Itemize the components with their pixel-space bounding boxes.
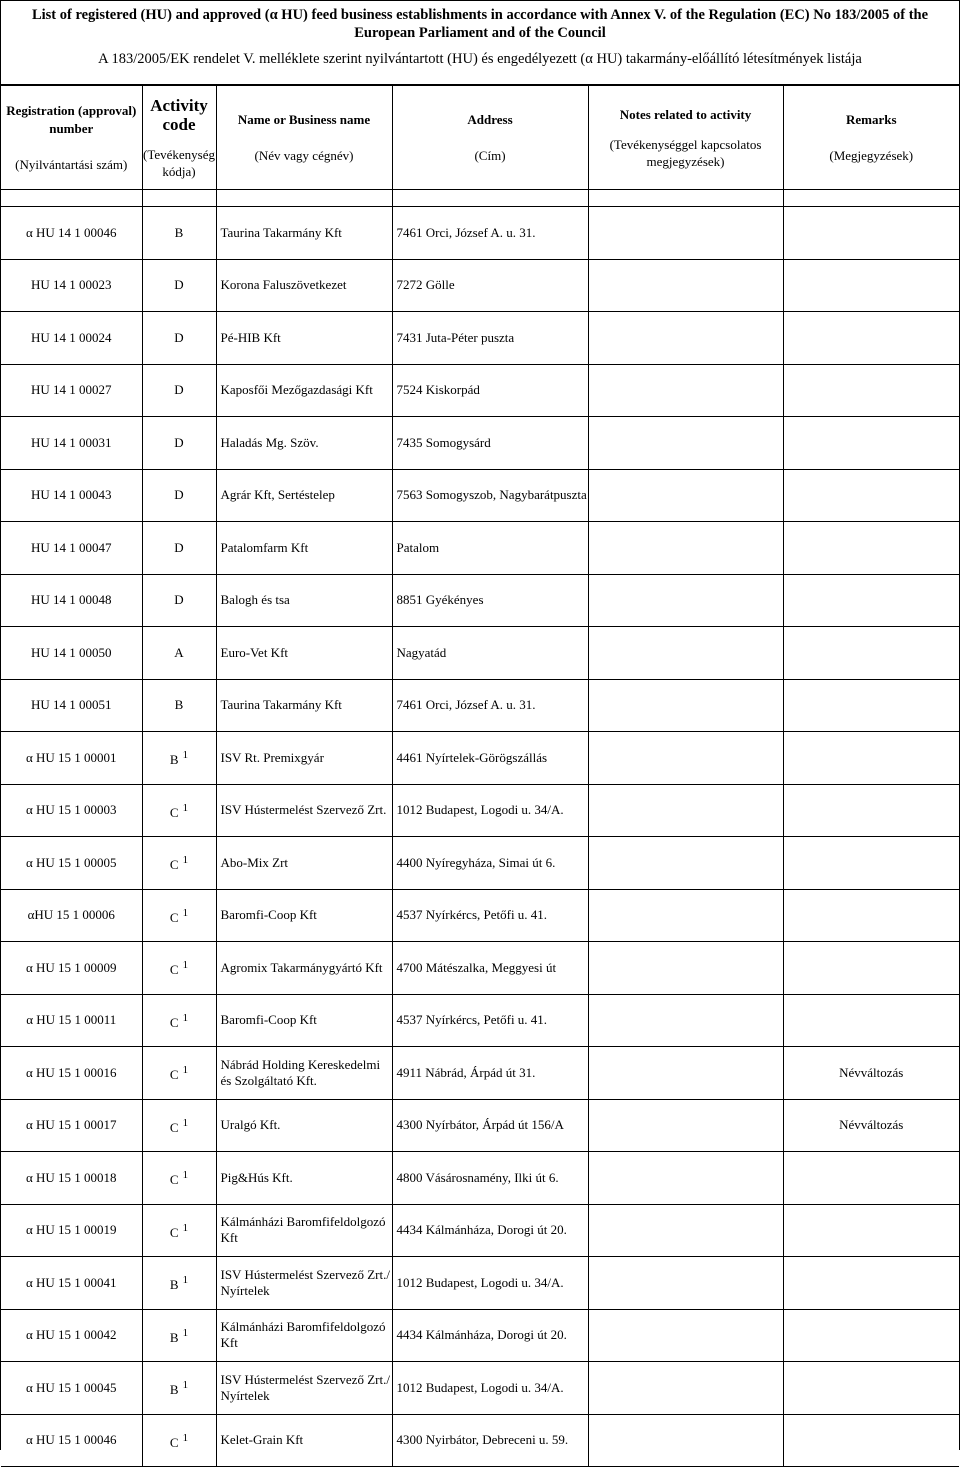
activity-code-superscript: 1 — [182, 959, 189, 972]
address-cell: 1012 Budapest, Logodi u. 34/A. — [392, 1362, 588, 1415]
activity-code-letter: B — [169, 752, 179, 768]
title-english-line-1: List of registered (HU) and approved (α HU) feed business establishments in accordance with Annex V. of the Regulation (EC) No 183/2005 of the — [31, 7, 929, 23]
business-name-cell: Uralgó Kft. — [216, 1099, 392, 1152]
business-name-cell: Pé-HIB Kft — [216, 312, 392, 365]
activity-code-superscript: 1 — [182, 1221, 189, 1234]
notes-cell — [588, 522, 783, 575]
title-english-line-2: European Parliament and of the Council — [354, 25, 606, 41]
address-cell: 4537 Nyírkércs, Petőfi u. 41. — [392, 889, 588, 942]
remarks-cell — [783, 1204, 959, 1257]
notes-cell — [588, 784, 783, 837]
registration-number-cell: α HU 15 1 00041 — [1, 1257, 142, 1310]
establishments-table — [1, 85, 959, 1467]
activity-code-cell — [142, 469, 216, 522]
notes-cell — [588, 889, 783, 942]
notes-cell — [588, 732, 783, 785]
activity-code-letter: C — [169, 1172, 179, 1188]
remarks-cell — [783, 312, 959, 365]
address-cell: 7461 Orci, József A. u. 31. — [392, 679, 588, 732]
activity-code-letter: C — [169, 857, 179, 873]
address-cell: 7272 Gölle — [392, 259, 588, 312]
registration-number-cell: HU 14 1 00051 — [1, 679, 142, 732]
notes-cell — [588, 1204, 783, 1257]
header-registration-number: Registration (approval) number (Nyilvántartási szám) — [1, 86, 142, 190]
address-cell: 7563 Somogyszob, Nagybarátpuszta — [392, 469, 588, 522]
address-cell: Patalom — [392, 522, 588, 575]
activity-code-superscript: 1 — [182, 1116, 189, 1129]
activity-code-letter: D — [174, 382, 184, 398]
notes-cell — [588, 1362, 783, 1415]
notes-cell — [588, 1047, 783, 1100]
business-name-cell: ISV Hústermelést Szervező Zrt. — [216, 784, 392, 837]
registration-number-cell: α HU 15 1 00017 — [1, 1099, 142, 1152]
activity-code-cell — [142, 679, 216, 732]
activity-code-letter: C — [169, 804, 179, 820]
address-cell: 4300 Nyirbátor, Debreceni u. 59. — [392, 1414, 588, 1467]
registration-number-cell: α HU 15 1 00009 — [1, 942, 142, 995]
remarks-cell — [783, 364, 959, 417]
business-name-cell: Euro-Vet Kft — [216, 627, 392, 680]
header-notes: Notes related to activity (Tevékenységgel kapcsolatos megjegyzések) — [588, 86, 783, 190]
activity-code-cell — [142, 627, 216, 680]
remarks-cell — [783, 784, 959, 837]
remarks-cell — [783, 732, 959, 785]
table-row — [1, 1309, 959, 1362]
activity-code-cell — [142, 1309, 216, 1362]
activity-code-cell — [142, 522, 216, 575]
activity-code-cell — [142, 1204, 216, 1257]
business-name-cell: ISV Rt. Premixgyár — [216, 732, 392, 785]
address-cell: 4537 Nyírkércs, Petőfi u. 41. — [392, 994, 588, 1047]
activity-code-cell — [142, 417, 216, 470]
table-row — [1, 469, 959, 522]
address-cell: 1012 Budapest, Logodi u. 34/A. — [392, 784, 588, 837]
activity-code-letter: D — [174, 487, 184, 503]
registration-number-cell: α HU 15 1 00046 — [1, 1414, 142, 1467]
activity-code-superscript: 1 — [182, 1011, 189, 1024]
table-row — [1, 1152, 959, 1205]
header-address: Address (Cím) — [392, 86, 588, 190]
table-row — [1, 207, 959, 260]
activity-code-letter: A — [174, 644, 184, 660]
activity-code-cell — [142, 1099, 216, 1152]
remarks-cell — [783, 1414, 959, 1467]
header-remarks: Remarks (Megjegyzések) — [783, 86, 959, 190]
remarks-cell — [783, 627, 959, 680]
address-cell: 8851 Gyékényes — [392, 574, 588, 627]
address-cell: 7524 Kiskorpád — [392, 364, 588, 417]
address-cell: Nagyatád — [392, 627, 588, 680]
activity-code-letter: C — [169, 1434, 179, 1450]
registration-number-cell: α HU 15 1 00001 — [1, 732, 142, 785]
remarks-cell — [783, 889, 959, 942]
address-cell: 4800 Vásárosnamény, Ilki út 6. — [392, 1152, 588, 1205]
registration-number-cell: α HU 15 1 00016 — [1, 1047, 142, 1100]
registration-number-cell: HU 14 1 00024 — [1, 312, 142, 365]
activity-code-superscript: 1 — [182, 1326, 189, 1339]
business-name-cell: ISV Hústermelést Szervező Zrt./ Nyírtelek — [216, 1257, 392, 1310]
table-row — [1, 1204, 959, 1257]
remarks-cell — [783, 942, 959, 995]
activity-code-letter: D — [174, 277, 184, 293]
table-row — [1, 364, 959, 417]
registration-number-cell: α HU 14 1 00046 — [1, 207, 142, 260]
notes-cell — [588, 417, 783, 470]
registration-number-cell: HU 14 1 00050 — [1, 627, 142, 680]
remarks-cell — [783, 1309, 959, 1362]
table-body — [1, 190, 959, 1467]
business-name-cell: Baromfi-Coop Kft — [216, 889, 392, 942]
table-row — [1, 679, 959, 732]
notes-cell — [588, 679, 783, 732]
title-block — [1, 1, 959, 85]
business-name-cell: Kálmánházi Baromfifeldolgozó Kft — [216, 1204, 392, 1257]
registration-number-cell: α HU 15 1 00003 — [1, 784, 142, 837]
address-cell: 4434 Kálmánháza, Dorogi út 20. — [392, 1309, 588, 1362]
activity-code-cell — [142, 1047, 216, 1100]
activity-code-letter: D — [174, 539, 184, 555]
activity-code-letter: C — [169, 962, 179, 978]
remarks-cell — [783, 1362, 959, 1415]
header-activity-code: Activity code (Tevékenység kódja) — [142, 86, 216, 190]
activity-code-superscript: 1 — [182, 1431, 189, 1444]
remarks-cell — [783, 574, 959, 627]
address-cell: 7461 Orci, József A. u. 31. — [392, 207, 588, 260]
notes-cell — [588, 942, 783, 995]
notes-cell — [588, 469, 783, 522]
table-row — [1, 837, 959, 890]
remarks-cell — [783, 207, 959, 260]
business-name-cell: Korona Faluszövetkezet — [216, 259, 392, 312]
table-row — [1, 259, 959, 312]
remarks-cell — [783, 522, 959, 575]
activity-code-cell — [142, 312, 216, 365]
activity-code-cell — [142, 259, 216, 312]
address-cell: 7435 Somogysárd — [392, 417, 588, 470]
business-name-cell: Haladás Mg. Szöv. — [216, 417, 392, 470]
remarks-cell — [783, 994, 959, 1047]
remarks-cell: Névváltozás — [783, 1099, 959, 1152]
registration-number-cell: α HU 15 1 00045 — [1, 1362, 142, 1415]
address-cell: 4400 Nyíregyháza, Simai út 6. — [392, 837, 588, 890]
business-name-cell: Agrár Kft, Sertéstelep — [216, 469, 392, 522]
table-row — [1, 627, 959, 680]
activity-code-letter: C — [169, 909, 179, 925]
remarks-cell — [783, 837, 959, 890]
activity-code-cell — [142, 732, 216, 785]
business-name-cell: Kelet-Grain Kft — [216, 1414, 392, 1467]
business-name-cell: Baromfi-Coop Kft — [216, 994, 392, 1047]
address-cell: 4911 Nábrád, Árpád út 31. — [392, 1047, 588, 1100]
address-cell: 4700 Mátészalka, Meggyesi út — [392, 942, 588, 995]
activity-code-letter: B — [174, 697, 184, 713]
notes-cell — [588, 1414, 783, 1467]
activity-code-superscript: 1 — [182, 1274, 189, 1287]
notes-cell — [588, 994, 783, 1047]
title-hungarian: A 183/2005/EK rendelet V. melléklete szerint nyilvántartott (HU) és engedélyezett (α HU) takarmány-előállító létesítmények listája — [98, 51, 862, 67]
address-cell: 7431 Juta-Péter puszta — [392, 312, 588, 365]
registration-number-cell: HU 14 1 00027 — [1, 364, 142, 417]
activity-code-superscript: 1 — [182, 749, 189, 762]
registration-number-cell: α HU 15 1 00042 — [1, 1309, 142, 1362]
business-name-cell: Patalomfarm Kft — [216, 522, 392, 575]
notes-cell — [588, 1257, 783, 1310]
registration-number-cell: HU 14 1 00023 — [1, 259, 142, 312]
table-row — [1, 1414, 959, 1467]
table-row — [1, 1099, 959, 1152]
remarks-cell — [783, 1257, 959, 1310]
activity-code-superscript: 1 — [182, 1169, 189, 1182]
activity-code-cell — [142, 1414, 216, 1467]
table-row — [1, 1047, 959, 1100]
notes-cell — [588, 574, 783, 627]
registration-number-cell: αHU 15 1 00006 — [1, 889, 142, 942]
activity-code-cell — [142, 207, 216, 260]
notes-cell — [588, 837, 783, 890]
activity-code-letter: C — [169, 1119, 179, 1135]
table-row — [1, 889, 959, 942]
activity-code-cell — [142, 994, 216, 1047]
activity-code-letter: B — [174, 224, 184, 240]
notes-cell — [588, 1099, 783, 1152]
activity-code-letter: D — [174, 592, 184, 608]
activity-code-letter: C — [169, 1067, 179, 1083]
activity-code-letter: D — [174, 329, 184, 345]
business-name-cell: Kálmánházi Baromfifeldolgozó Kft — [216, 1309, 392, 1362]
notes-cell — [588, 627, 783, 680]
notes-cell — [588, 364, 783, 417]
table-row — [1, 784, 959, 837]
activity-code-cell — [142, 889, 216, 942]
activity-code-cell — [142, 1152, 216, 1205]
table-row — [1, 312, 959, 365]
registration-number-cell: HU 14 1 00047 — [1, 522, 142, 575]
header-name: Name or Business name (Név vagy cégnév) — [216, 86, 392, 190]
activity-code-cell — [142, 1362, 216, 1415]
registration-number-cell: α HU 15 1 00018 — [1, 1152, 142, 1205]
notes-cell — [588, 1309, 783, 1362]
registration-number-cell: HU 14 1 00031 — [1, 417, 142, 470]
activity-code-cell — [142, 942, 216, 995]
activity-code-cell — [142, 574, 216, 627]
activity-code-letter: D — [174, 434, 184, 450]
remarks-cell — [783, 679, 959, 732]
registration-number-cell: α HU 15 1 00019 — [1, 1204, 142, 1257]
business-name-cell: Kaposfői Mezőgazdasági Kft — [216, 364, 392, 417]
activity-code-cell — [142, 364, 216, 417]
table-row — [1, 994, 959, 1047]
remarks-cell — [783, 417, 959, 470]
activity-code-cell — [142, 784, 216, 837]
registration-number-cell: HU 14 1 00043 — [1, 469, 142, 522]
activity-code-cell — [142, 837, 216, 890]
activity-code-superscript: 1 — [182, 1379, 189, 1392]
business-name-cell: Balogh és tsa — [216, 574, 392, 627]
address-cell: 4434 Kálmánháza, Dorogi út 20. — [392, 1204, 588, 1257]
activity-code-letter: C — [169, 1224, 179, 1240]
notes-cell — [588, 1152, 783, 1205]
activity-code-superscript: 1 — [182, 854, 189, 867]
notes-cell — [588, 312, 783, 365]
table-row — [1, 417, 959, 470]
table-row — [1, 522, 959, 575]
title-english — [1, 1, 959, 42]
remarks-cell — [783, 1152, 959, 1205]
activity-code-cell — [142, 1257, 216, 1310]
address-cell: 4300 Nyírbátor, Árpád út 156/A — [392, 1099, 588, 1152]
table-row — [1, 574, 959, 627]
activity-code-letter: B — [169, 1277, 179, 1293]
business-name-cell: Agromix Takarmánygyártó Kft — [216, 942, 392, 995]
remarks-cell — [783, 259, 959, 312]
notes-cell — [588, 259, 783, 312]
business-name-cell: Abo-Mix Zrt — [216, 837, 392, 890]
business-name-cell: Taurina Takarmány Kft — [216, 679, 392, 732]
table-header-row — [1, 86, 959, 190]
registration-number-cell: α HU 15 1 00005 — [1, 837, 142, 890]
table-row — [1, 732, 959, 785]
activity-code-superscript: 1 — [182, 1064, 189, 1077]
header-spacer-row — [1, 190, 959, 207]
business-name-cell: ISV Hústermelést Szervező Zrt./ Nyírtelek — [216, 1362, 392, 1415]
address-cell: 1012 Budapest, Logodi u. 34/A. — [392, 1257, 588, 1310]
registration-number-cell: HU 14 1 00048 — [1, 574, 142, 627]
notes-cell — [588, 207, 783, 260]
registration-number-cell: α HU 15 1 00011 — [1, 994, 142, 1047]
address-cell: 4461 Nyírtelek-Görögszállás — [392, 732, 588, 785]
table-row — [1, 942, 959, 995]
activity-code-letter: B — [169, 1329, 179, 1345]
table-row — [1, 1362, 959, 1415]
remarks-cell: Névváltozás — [783, 1047, 959, 1100]
activity-code-superscript: 1 — [182, 906, 189, 919]
business-name-cell: Nábrád Holding Kereskedelmi és Szolgáltató Kft. — [216, 1047, 392, 1100]
business-name-cell: Pig&Hús Kft. — [216, 1152, 392, 1205]
activity-code-letter: C — [169, 1014, 179, 1030]
remarks-cell — [783, 469, 959, 522]
activity-code-superscript: 1 — [182, 801, 189, 814]
table-row — [1, 1257, 959, 1310]
activity-code-letter: B — [169, 1382, 179, 1398]
business-name-cell: Taurina Takarmány Kft — [216, 207, 392, 260]
